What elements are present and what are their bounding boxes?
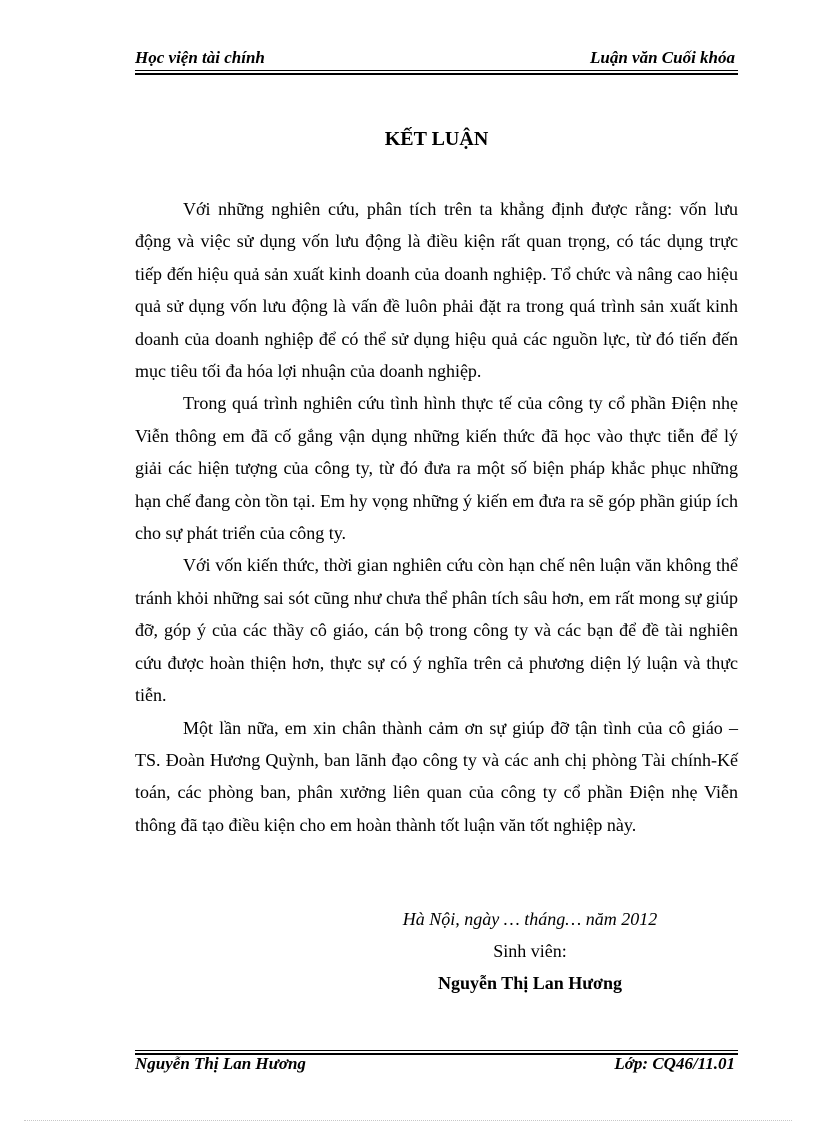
footer-author: Nguyễn Thị Lan Hương [135, 1054, 306, 1073]
signature-block [300, 903, 760, 999]
paragraph: Với những nghiên cứu, phân tích trên ta khẳng định được rằng: vốn lưu động và việc sử dụng vốn lưu động là điều kiện rất quan trọng, có tác dụng trực tiếp đến hiệu quả sản xuất kinh doanh của doanh nghiệp. Tổ chức và nâng cao hiệu quả sử dụng vốn lưu động là vấn đề luôn phải đặt ra trong quá trình sản xuất kinh doanh của doanh nghiệp để có thể sử dụng hiệu quả các nguồn lực, từ đó tiến đến mục tiêu tối đa hóa lợi nhuận của doanh nghiệp. [135, 199, 738, 382]
paragraph: Một lần nữa, em xin chân thành cảm ơn sự giúp đỡ tận tình của cô giáo – TS. Đoàn Hương Quỳnh, ban lãnh đạo công ty và các anh chị phòng Tài chính-Kế toán, các phòng ban, phân xưởng liên quan của công ty cổ phần Điện nhẹ Viễn thông đã tạo điều kiện cho em hoàn thành tốt luận văn tốt nghiệp này. [135, 717, 738, 835]
paragraph: Trong quá trình nghiên cứu tình hình thực tế của công ty cổ phần Điện nhẹ Viễn thông em đã cố gắng vận dụng những kiến thức đã học vào thực tiễn để lý giải các hiện tượng của công ty, từ đó đưa ra một số biện pháp khắc phục những hạn chế đang còn tồn tại. Em hy vọng những ý kiến em đưa ra sẽ góp phần giúp ích cho sự phát triển của công ty. [135, 393, 738, 544]
page-title: KẾT LUẬN [384, 128, 489, 150]
header-rule-thick [135, 73, 738, 75]
header-rule [135, 70, 738, 71]
signature-date: Hà Nội, ngày … tháng… năm 2012 [402, 909, 658, 929]
footer-rule [135, 1050, 738, 1051]
page-header [135, 48, 735, 72]
page-edge-divider [24, 1120, 792, 1121]
paragraph: Với vốn kiến thức, thời gian nghiên cứu còn hạn chế nên luận văn không thể tránh khỏi những sai sót cũng như chưa thể phân tích sâu hơn, em rất mong sự giúp đỡ, góp ý của các thầy cô giáo, cán bộ trong công ty và các bạn để đề tài nghiên cứu được hoàn thiện hơn, thực sự có ý nghĩa trên cả phương diện lý luận và thực tiễn. [135, 555, 738, 706]
signature-role: Sinh viên: [493, 941, 567, 961]
signature-name: Nguyễn Thị Lan Hương [438, 973, 622, 993]
header-document-type: Luận văn Cuối khóa [589, 48, 735, 67]
page-footer [135, 1054, 735, 1078]
header-institution: Học viện tài chính [135, 48, 265, 67]
footer-class: Lớp: CQ46/11.01 [614, 1054, 735, 1073]
conclusion-body [135, 193, 738, 841]
